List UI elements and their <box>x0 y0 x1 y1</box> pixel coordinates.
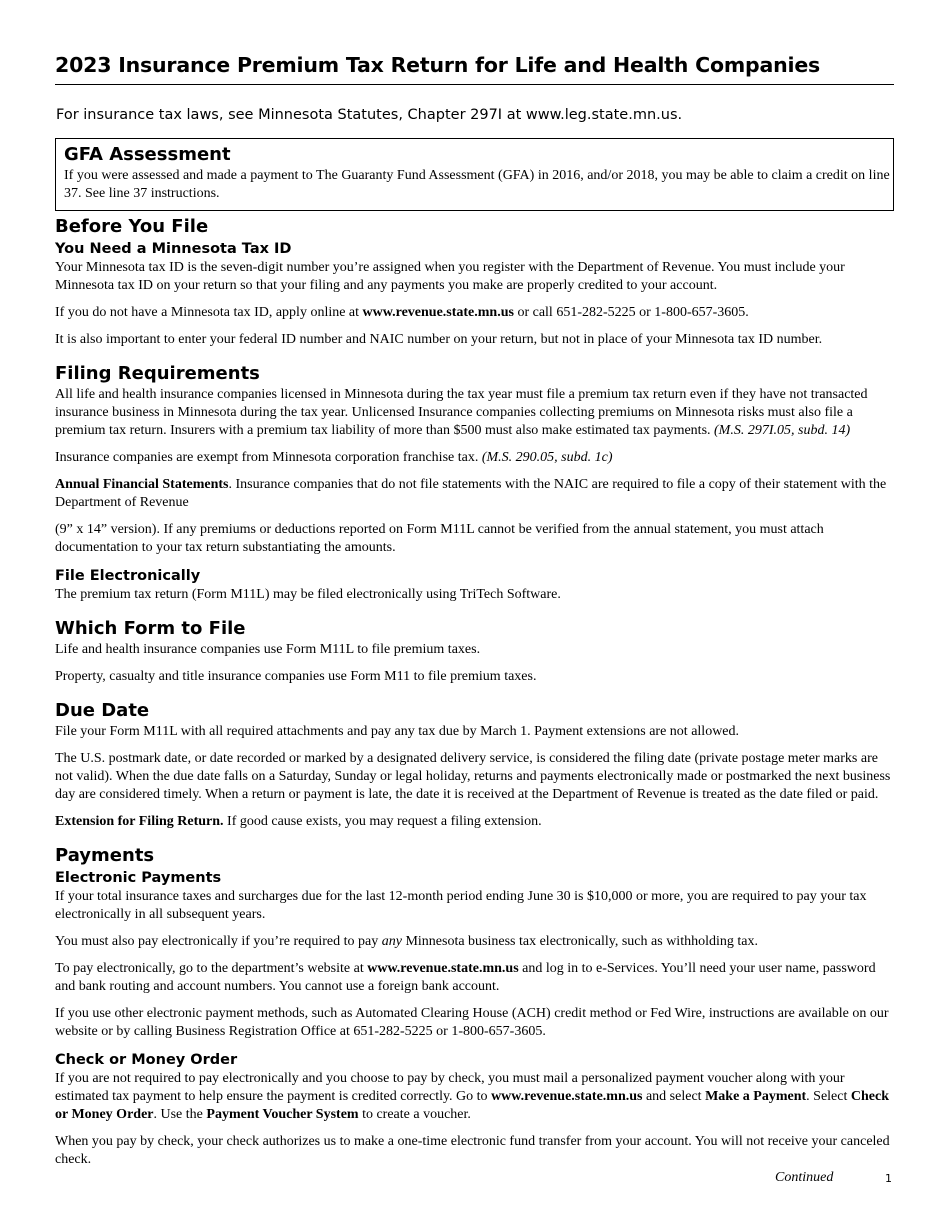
other-methods-paragraph: If you use other electronic payment methods, such as Automated Clearing House (ACH) credit method or Fed Wire, instructions are available on our website or by calling Business Registration Office at 651-282-5225 or 1-800-657-3605. <box>55 1006 889 1039</box>
tax-id-paragraph: Your Minnesota tax ID is the seven-digit number you’re assigned when you register with the Department of Revenue. You must include your Minnesota tax ID on your return so that your filing and any payments you make are properly credited to your account. <box>55 260 845 293</box>
electronic-payments-subheading: Electronic Payments <box>55 870 222 886</box>
annual-statements-paragraph: Annual Financial Statements. Insurance companies that do not file statements with the NAIC are required to file a copy of their statement with the Department of Revenue <box>55 477 887 510</box>
before-you-file-heading: Before You File <box>55 216 209 237</box>
due-date-heading: Due Date <box>55 700 150 721</box>
gfa-heading: GFA Assessment <box>64 144 231 165</box>
apply-online-paragraph: If you do not have a Minnesota tax ID, apply online at www.revenue.state.mn.us or call 651-282-5225 or 1-800-657-3605. <box>55 305 749 320</box>
filing-paragraph: All life and health insurance companies licensed in Minnesota during the tax year must file a premium tax return even if they have not transacted insurance business in Minnesota during the tax year. Unlicensed Insurance companies collecting premiums on Minnesota risks must also file a premium tax return. Insurers with a premium tax liability of more than $500 must also make estimated tax payments. (M.S. 297I.05, subd. 14) <box>55 387 868 438</box>
federal-id-paragraph: It is also important to enter your federal ID number and NAIC number on your return, but not in place of your Minnesota tax ID number. <box>55 332 823 347</box>
payments-heading: Payments <box>55 845 155 866</box>
gfa-assessment-box <box>55 138 894 211</box>
page-title: 2023 Insurance Premium Tax Return for Life and Health Companies <box>55 50 894 85</box>
file-electronically-subheading: File Electronically <box>55 568 201 584</box>
gfa-text: If you were assessed and made a payment to The Guaranty Fund Assessment (GFA) in 2016, and/or 2018, you may be able to claim a credit on line 37. See line 37 instructions. <box>64 168 890 201</box>
document-page <box>55 50 894 1178</box>
filing-requirements-heading: Filing Requirements <box>55 363 260 384</box>
revenue-link[interactable]: www.revenue.state.mn.us <box>362 305 514 320</box>
exempt-paragraph: Insurance companies are exempt from Minnesota corporation franchise tax. (M.S. 290.05, subd. 1c) <box>55 450 613 465</box>
intro-text: For insurance tax laws, see Minnesota Statutes, Chapter 297I at www.leg.state.mn.us. <box>56 107 683 123</box>
due-date-paragraph-2: The U.S. postmark date, or date recorded or marked by a designated delivery service, is considered the filing date (private postage meter marks are not valid). When the due date falls on a Saturday, Sunday or legal holiday, returns and payments electronically made or postmarked the next business day are considered timely. When a return or payment is late, the date it is received at the Department of Revenue is treated as the date filed or paid. <box>55 751 891 802</box>
due-date-paragraph-1: File your Form M11L with all required attachments and pay any tax due by March 1. Payment extensions are not allowed. <box>55 724 740 739</box>
continued-label: Continued <box>775 1170 834 1185</box>
revenue-link[interactable]: www.revenue.state.mn.us <box>491 1089 643 1104</box>
page-number: 1 <box>885 1172 892 1185</box>
check-authorization-paragraph: When you pay by check, your check authorizes us to make a one-time electronic fund transfer from your account. You will not receive your canceled check. <box>55 1134 890 1167</box>
revenue-link[interactable]: www.revenue.state.mn.us <box>367 961 519 976</box>
tax-id-subheading: You Need a Minnesota Tax ID <box>55 241 292 257</box>
check-money-order-subheading: Check or Money Order <box>55 1052 238 1068</box>
which-form-paragraph-1: Life and health insurance companies use Form M11L to file premium taxes. <box>55 642 481 657</box>
which-form-paragraph-2: Property, casualty and title insurance companies use Form M11 to file premium taxes. <box>55 669 537 684</box>
check-paragraph: If you are not required to pay electronically and you choose to pay by check, you must mail a personalized payment voucher along with your estimated tax payment to help ensure the payment is credited correctly. Go to www.revenue.state.mn.us and select Make a Payment. Select Check or Money Order. Use the Payment Voucher System to create a voucher. <box>55 1071 889 1122</box>
electronic-payments-paragraph: If your total insurance taxes and surcharges due for the last 12-month period ending June 30 is $10,000 or more, you are required to pay your tax electronically in all subsequent years. <box>55 889 867 922</box>
file-electronically-paragraph: The premium tax return (Form M11L) may be filed electronically using TriTech Software. <box>55 587 561 602</box>
version-paragraph: (9” x 14” version). If any premiums or deductions reported on Form M11L cannot be verified from the annual statement, you must attach documentation to your tax return substantiating the amounts. <box>55 522 824 555</box>
extension-paragraph: Extension for Filing Return. If good cause exists, you may request a filing extension. <box>55 814 542 829</box>
pay-electronically-paragraph: You must also pay electronically if you’re required to pay any Minnesota business tax electronically, such as withholding tax. <box>55 934 758 949</box>
which-form-heading: Which Form to File <box>55 618 246 639</box>
website-paragraph: To pay electronically, go to the department’s website at www.revenue.state.mn.us and log in to e-Services. You’ll need your user name, password and bank routing and account numbers. You cannot use a foreign bank account. <box>55 961 876 994</box>
